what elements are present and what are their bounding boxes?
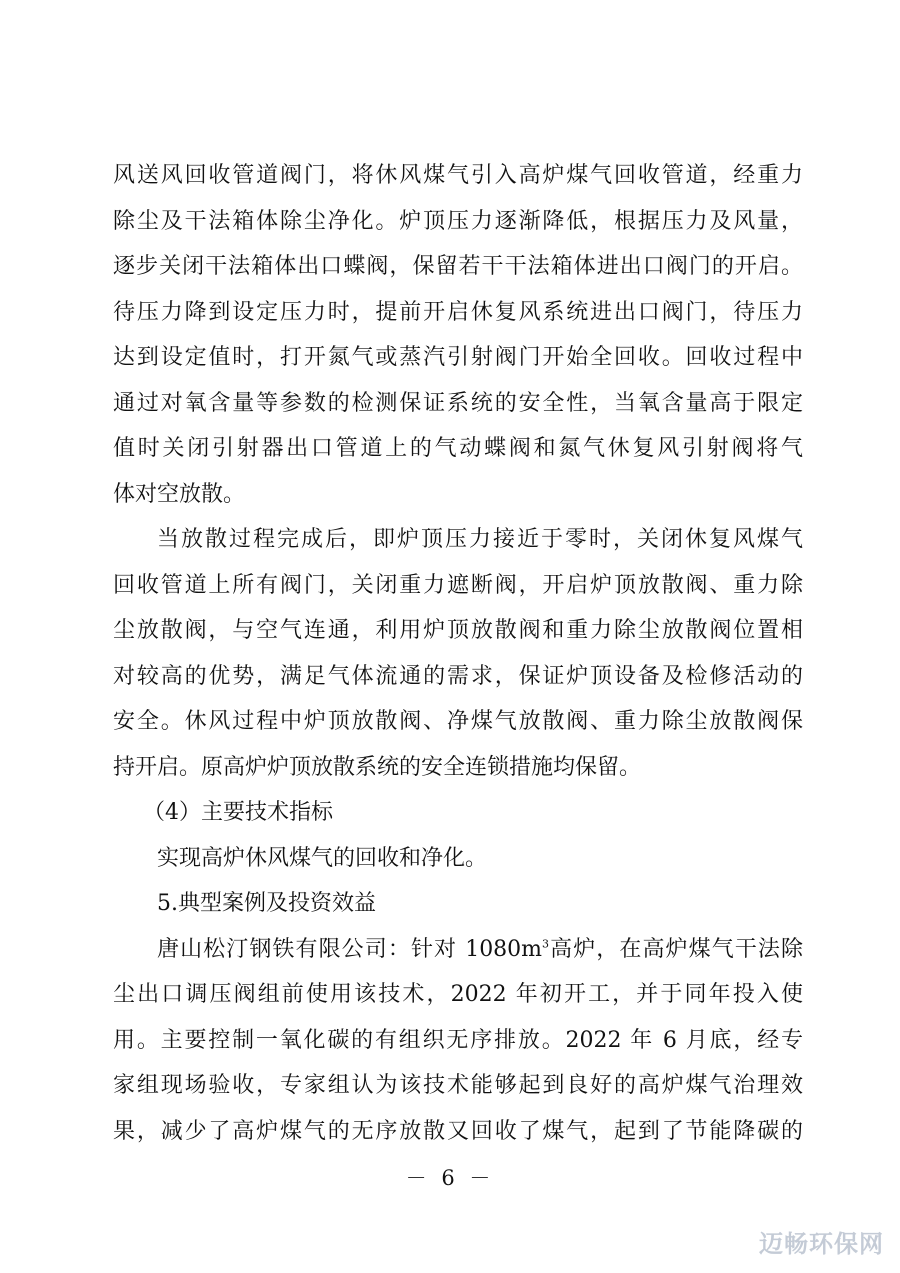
watermark: 迈畅环保网	[759, 1230, 884, 1258]
text-line: 对较高的优势，满足气体流通的需求，保证炉顶设备及检修活动的	[113, 663, 803, 689]
text-line: 实现高炉休风煤气的回收和净化。	[157, 845, 488, 871]
section-heading: （4）主要技术指标	[143, 800, 333, 825]
text-line: 风送风回收管道阀门，将休风煤气引入高炉煤气回收管道，经重力	[113, 163, 803, 188]
section-heading: 5.典型案例及投资效益	[157, 891, 376, 916]
unit-superscript: 3	[542, 937, 550, 951]
body-text	[113, 153, 803, 1154]
text-line: 待压力降到设定压力时，提前开启休复风系统进出口阀门，待压力	[113, 299, 803, 325]
text-line: 尘放散阀，与空气连通，利用炉顶放散阀和重力除尘放散阀位置相	[113, 618, 803, 643]
text-line: 除尘及干法箱体除尘净化。炉顶压力逐渐降低，根据压力及风量，	[113, 208, 803, 234]
text-line: 用。主要控制一氧化碳的有组织无序排放。2022 年 6 月底，经专	[113, 1027, 803, 1053]
text-line: 尘出口调压阀组前使用该技术，2022 年初开工，并于同年投入使	[113, 982, 803, 1007]
text-line: 逐步关闭干法箱体出口蝶阀，保留若干干法箱体进出口阀门的开启。	[113, 254, 803, 279]
text-line: 安全。休风过程中炉顶放散阀、净煤气放散阀、重力除尘放散阀保	[113, 709, 803, 734]
text-line: 达到设定值时，打开氮气或蒸汽引射阀门开始全回收。回收过程中	[113, 345, 803, 370]
case-line	[113, 927, 803, 973]
case-line-suffix: 高炉，在高炉煤气干法除	[549, 936, 803, 962]
case-line-prefix: 唐山松汀钢铁有限公司：针对 1080m	[157, 936, 543, 962]
text-line: 持开启。原高炉炉顶放散系统的安全连锁措施均保留。	[113, 754, 642, 780]
text-line: 值时关闭引射器出口管道上的气动蝶阀和氮气休复风引射阀将气	[113, 436, 803, 461]
text-line: 家组现场验收，专家组认为该技术能够起到良好的高炉煤气治理效	[113, 1073, 803, 1098]
text-line: 果，减少了高炉煤气的无序放散又回收了煤气，起到了节能降碳的	[113, 1118, 803, 1144]
text-line: 体对空放散。	[113, 481, 246, 507]
text-line: 通过对氧含量等参数的检测保证系统的安全性，当氧含量高于限定	[113, 390, 803, 416]
text-line: 回收管道上所有阀门，关闭重力遮断阀，开启炉顶放散阀、重力除	[113, 572, 803, 598]
page-number: － 6 －	[405, 1166, 495, 1190]
text-line: 当放散过程完成后，即炉顶压力接近于零时，关闭休复风煤气	[157, 527, 803, 552]
